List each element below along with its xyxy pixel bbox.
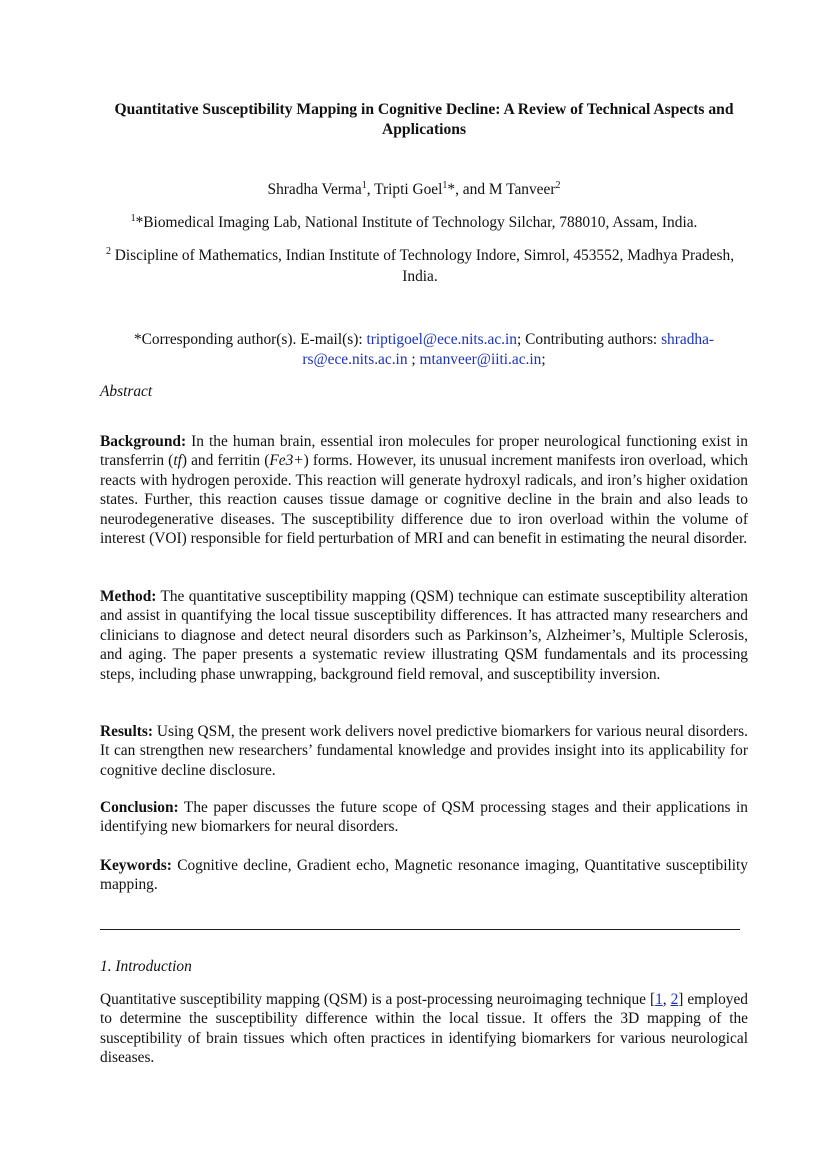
paragraph-text: Quantitative susceptibility mapping (QSM) is a post-processing neuroimaging technique [ xyxy=(100,991,656,1008)
author-separator: , and xyxy=(455,181,489,198)
section-divider xyxy=(100,929,740,930)
correspondence-line xyxy=(96,330,752,370)
abstract-background xyxy=(100,432,748,548)
paragraph-text: ) forms. However, its unusual increment manifests iron overload, which reacts with hydrogen peroxide. This reaction will generate hydroxyl radicals, and iron’s higher oxidation states. Further, this reaction causes tissue damage or cognitive decline in the brain and also leads to neurodegenerative diseases. The susceptibility difference due to iron overload within the volume of interest (VOI) responsible for field perturbation of MRI and can benefit in estimating the neural disorder. xyxy=(100,452,748,548)
paragraph-text: The quantitative susceptibility mapping (QSM) technique can estimate susceptibility alteration and assist in quantifying the local tissue susceptibility differences. It has attracted many researchers and clinicians to diagnose and detect neural disorders such as Parkinson’s, Alzheimer’s, Multiple Sclerosis, and aging. The paper presents a systematic review illustrating QSM fundamentals and its processing steps, including phase unwrapping, background field removal, and susceptibility inversion. xyxy=(100,588,748,683)
paragraph-text: ) and ferritin ( xyxy=(181,452,270,470)
introduction-heading: 1. Introduction xyxy=(100,958,192,975)
paragraph-text: ] employed to determine the susceptibility difference within the local tissue. It offers the 3D mapping of the susceptibility of brain tissues which often practices in identifying biomarkers for various neurological diseases. xyxy=(100,991,749,1067)
paragraph-text: Using QSM, the present work delivers novel predictive biomarkers for various neural disorders. It can strengthen new researchers’ fundamental knowledge and provides insight into its applicability for cognitive decline disclosure. xyxy=(100,723,748,779)
author-name: M Tanveer xyxy=(488,181,556,198)
correspondence-prefix: *Corresponding author(s). E-mail(s): xyxy=(133,331,367,348)
author-name: Tripti Goel xyxy=(374,181,443,198)
contributor-email-link[interactable]: mtanveer@iiti.ac.in xyxy=(419,351,542,368)
affiliation-2 xyxy=(100,245,740,287)
author-separator: , xyxy=(366,181,375,198)
abstract-results xyxy=(100,722,748,780)
math-symbol: tf xyxy=(173,452,182,470)
abstract-method xyxy=(100,587,748,684)
introduction-paragraph xyxy=(100,990,748,1068)
affiliation-marker: 1 xyxy=(442,179,448,191)
affiliation-text: Discipline of Mathematics, Indian Institute of Technology Indore, Simrol, 453552, Madhya Pradesh, India. xyxy=(110,247,735,285)
citation-link[interactable]: 2 xyxy=(670,991,679,1008)
affiliation-1 xyxy=(96,213,732,233)
paper-title: Quantitative Susceptibility Mapping in Cognitive Decline: A Review of Technical Aspects and Applications xyxy=(114,101,734,138)
email-separator: ; xyxy=(407,351,420,368)
math-symbol: Fe3+ xyxy=(269,452,304,470)
affiliation-marker: 2 xyxy=(555,179,561,191)
section-label: Conclusion: xyxy=(100,799,179,816)
affiliation-marker: 1 xyxy=(361,179,367,191)
email-suffix: ; xyxy=(541,351,546,368)
section-label: Results: xyxy=(100,723,154,740)
abstract-conclusion xyxy=(100,798,748,837)
section-label: Keywords: xyxy=(100,857,172,874)
citation-link[interactable]: 1 xyxy=(655,991,663,1008)
abstract-heading: Abstract xyxy=(100,383,153,400)
corresponding-marker: * xyxy=(447,181,456,198)
contributor-email-link[interactable]: shradha-rs@ece.nits.ac.in xyxy=(302,331,715,368)
corresponding-email-link[interactable]: triptigoel@ece.nits.ac.in xyxy=(366,331,517,348)
paragraph-text: In the human brain, essential iron molecules for proper neurological functioning exist in transferrin ( xyxy=(100,433,748,470)
section-label: Background: xyxy=(100,433,187,450)
affiliation-text: *Biomedical Imaging Lab, National Institute of Technology Silchar, 788010, Assam, India. xyxy=(135,214,698,231)
affiliation-marker: 1 xyxy=(130,212,136,224)
paragraph-text: The paper discusses the future scope of QSM processing stages and their applications in identifying new biomarkers for neural disorders. xyxy=(100,799,748,836)
author-list xyxy=(96,180,732,200)
keywords xyxy=(100,856,748,895)
correspondence-middle: ; Contributing authors: xyxy=(516,331,662,348)
paragraph-text: Cognitive decline, Gradient echo, Magnetic resonance imaging, Quantitative susceptibility mapping. xyxy=(100,857,748,894)
citation-separator: , xyxy=(662,991,671,1008)
section-label: Method: xyxy=(100,588,157,605)
author-name: Shradha Verma xyxy=(267,181,362,198)
affiliation-marker: 2 xyxy=(105,245,111,257)
